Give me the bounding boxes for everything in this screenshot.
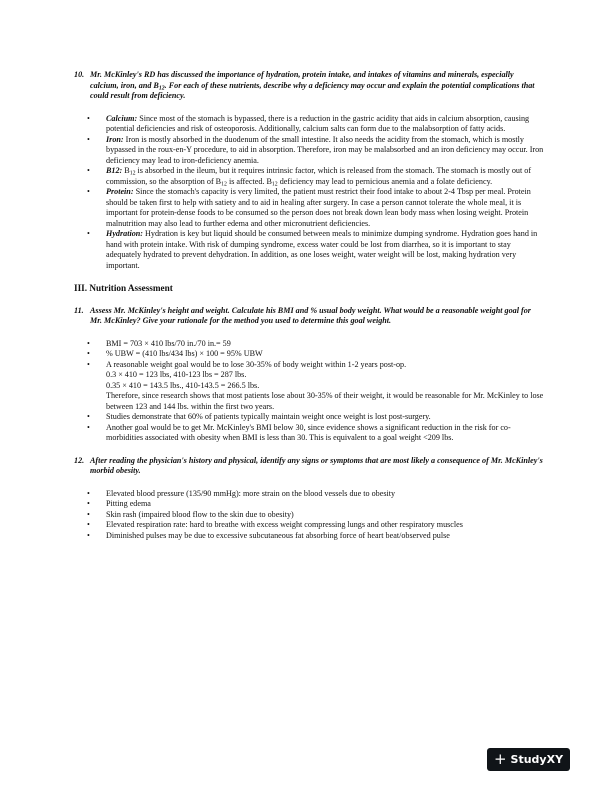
subscript: 12 — [271, 181, 278, 187]
list-item: • Pitting edema — [74, 499, 544, 510]
term-iron: Iron: — [106, 134, 124, 144]
question-number: 10. — [74, 70, 85, 79]
question-text: Mr. McKinley's RD has discussed the importance of hydration, protein intake, and intakes of vitamins and minerals, especially calcium, iron, and B — [90, 70, 514, 90]
item-text: Iron is mostly absorbed in the duodenum of the small intestine. It also needs the acidity from the stomach, which is mostly bypassed in the roux-en-Y procedure, to aid in absorption. Therefore, iron may be malabsorbed and an iron deficiency may occur. Iron deficiency may lead to iron-deficiency anemia. — [106, 134, 544, 165]
document-content — [74, 70, 544, 541]
item-text: is absorbed in the ileum, but it requires intrinsic factor, which is released from the stomach. The stomach is mostly out of commission, so the absorption of B — [106, 166, 532, 186]
list-item-protein — [74, 187, 544, 229]
item-text: is affected. B — [226, 176, 272, 186]
question-text-end: . For each of these nutrients, describe why a deficiency may occur and explain the potential complications that could result from deficiency. — [90, 80, 535, 100]
nutrient-list — [74, 114, 544, 272]
logo-text: StudyXY — [510, 753, 564, 766]
studyxy-logo[interactable] — [487, 748, 570, 771]
item-text: Hydration is key but liquid should be consumed between meals to minimize dumping syndrome. Hydration goes hand in hand with protein intake. With risk of dumping syndrome, excess water could be lost from diarrhea, so it is important to stay adequately hydrated to prevent dehydration. In addition, as one loses weight, water weight will be lost, making hydration very important. — [106, 229, 538, 270]
item-text: Since the stomach's capacity is very limited, the patient must restrict their food intake to about 2-4 Tbsp per meal. Protein should be taken first to help with satiety and to aid in healing after surgery. In case a person cannot tolerate the whole meal, it is important for protein-dense foods to be consumed so the person does not break down lean body mass when losing weight. Protein malnutrition may also lead to further edema and other micronutrient deficiencies. — [106, 187, 531, 228]
item-text: Since most of the stomach is bypassed, there is a reduction in the gastric acidity that aids in calcium absorption, causing potential deficiencies and risk of osteoporosis. Additionally, calcium salts can form due to the malabsorption of fatty acids. — [106, 113, 530, 133]
question-10 — [74, 70, 544, 102]
subscript: 12 — [158, 85, 165, 91]
list-item-b12 — [74, 166, 544, 187]
term-b12: B12: — [106, 166, 123, 175]
goal-calc-35: 0.35 × 410 = 143.5 lbs., 410-143.5 = 266.5 lbs. — [106, 380, 260, 390]
list-item-goal — [74, 360, 544, 413]
item-text: B — [122, 166, 130, 175]
plus-icon: + — [493, 750, 507, 768]
term-protein: Protein: — [106, 187, 134, 196]
list-item-ubw: • % UBW = (410 lbs/434 lbs) × 100 = 95% UBW — [74, 349, 544, 360]
section-heading: III. Nutrition Assessment — [74, 283, 173, 293]
list-item-bmi: • BMI = 703 × 410 lbs/70 in./70 in.= 59 — [74, 339, 544, 350]
list-item: • Skin rash (impaired blood flow to the skin due to obesity) — [74, 510, 544, 521]
term-hydration: Hydration: — [106, 229, 144, 238]
list-item-bmi-goal: • Another goal would be to get Mr. McKinley's BMI below 30, since evidence shows a significant reduction in the risk for co-morbidities associated with obesity when BMI is less than 30. This is equivalent to a goal weight <209 lbs. — [74, 423, 544, 444]
subscript: 12 — [221, 181, 227, 187]
goal-conclusion: Therefore, since research shows that most patients lose about 30-35% of their weight, it would be reasonable for Mr. McKinley to lose between 123 and 144 lbs. within the first two years. — [106, 391, 544, 411]
list-item: • Elevated blood pressure (135/90 mmHg): more strain on the blood vessels due to obesity — [74, 489, 544, 500]
goal-calc-30: 0.3 × 410 = 123 lbs, 410-123 lbs = 287 lbs. — [106, 370, 247, 379]
item-text: deficiency may lead to pernicious anemia and a folate deficiency. — [277, 176, 493, 186]
list-item-iron — [74, 135, 544, 167]
question-11 — [74, 306, 544, 327]
list-item-hydration — [74, 229, 544, 271]
list-item: • Elevated respiration rate: hard to breathe with excess weight compressing lungs and other respiratory muscles — [74, 520, 544, 531]
list-item: • Diminished pulses may be due to excessive subcutaneous fat absorbing force of heart beat/observed pulse — [74, 531, 544, 542]
question-number: 11. — [74, 305, 84, 315]
goal-line: • A reasonable weight goal would be to lose 30-35% of body weight within 1-2 years post-op. — [106, 359, 407, 369]
assessment-list — [74, 339, 544, 444]
question-text: Assess Mr. McKinley's height and weight. Calculate his BMI and % usual body weight. What would be a reasonable weight goal for Mr. McKinley? Give your rationale for the method you used to determine this goal weight. — [90, 305, 531, 325]
term-calcium: Calcium: — [106, 113, 138, 123]
question-text: After reading the physician's history and physical, identify any signs or symptoms that are most likely a consequence of Mr. McKinley's morbid obesity. — [90, 455, 543, 475]
list-item-calcium — [74, 114, 544, 135]
symptom-list — [74, 489, 544, 542]
subscript: 12 — [129, 170, 136, 177]
question-12 — [74, 456, 544, 477]
question-number: 12. — [74, 455, 85, 465]
list-item-studies: • Studies demonstrate that 60% of patients typically maintain weight once weight is lost post-surgery. — [74, 412, 544, 423]
